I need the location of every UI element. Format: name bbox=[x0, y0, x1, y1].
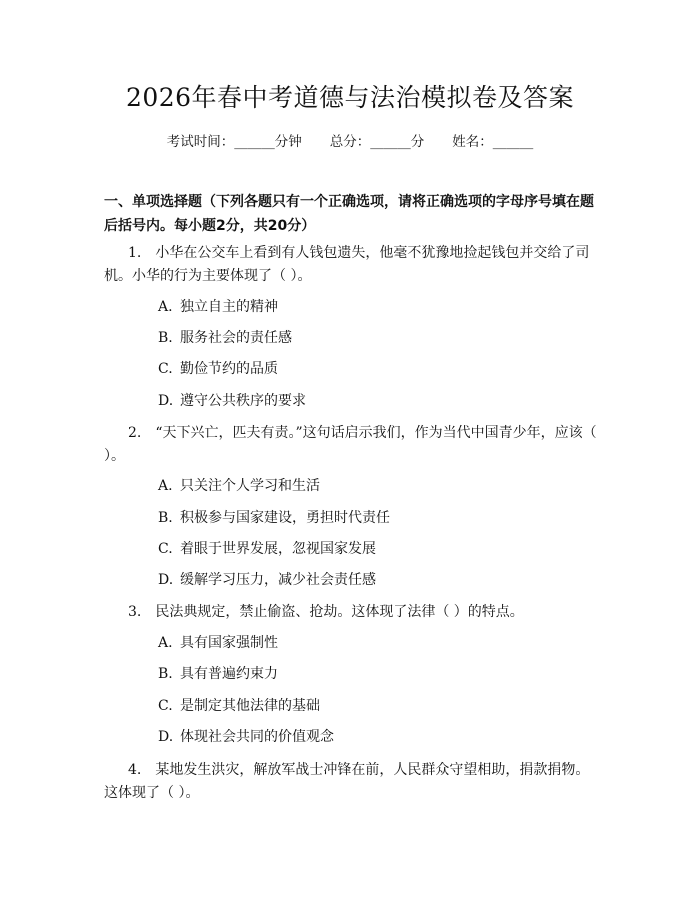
question-3-option-d bbox=[158, 727, 598, 747]
question-3-option-b bbox=[158, 664, 598, 684]
option-letter: B. bbox=[158, 510, 173, 526]
option-text: 着眼于世界发展，忽视国家发展 bbox=[180, 541, 376, 557]
option-letter: C. bbox=[158, 361, 173, 377]
student-name-field: 姓名：______ bbox=[452, 134, 534, 150]
question-2-option-c bbox=[158, 539, 598, 559]
option-text: 缓解学习压力，减少社会责任感 bbox=[180, 572, 376, 588]
question-2-option-d bbox=[158, 570, 598, 590]
question-3-option-a bbox=[158, 633, 598, 653]
option-letter: A. bbox=[158, 478, 173, 494]
question-4: 4. 某地发生洪灾，解放军战士冲锋在前，人民群众守望相助，捐款捐物。这体现了（ ）。 bbox=[104, 762, 590, 801]
option-text: 具有普遍约束力 bbox=[180, 666, 278, 682]
document-title: 2026年春中考道德与法治模拟卷及答案 bbox=[125, 83, 575, 112]
exam-time-field: 考试时间：______分钟 bbox=[166, 134, 302, 150]
question-2-option-b bbox=[158, 508, 598, 528]
option-letter: A. bbox=[158, 299, 173, 315]
question-3: 3. 民法典规定，禁止偷盗、抢劫。这体现了法律（ ）的特点。 bbox=[128, 604, 524, 620]
option-letter: D. bbox=[158, 393, 174, 409]
question-1-option-c bbox=[158, 359, 598, 379]
question-2: 2. “天下兴亡，匹夫有责。”这句话启示我们，作为当代中国青少年，应该（ ）。 bbox=[104, 425, 597, 464]
option-text: 体现社会共同的价值观念 bbox=[180, 729, 334, 745]
question-1-option-b bbox=[158, 328, 598, 348]
option-text: 独立自主的精神 bbox=[180, 299, 278, 315]
option-text: 是制定其他法律的基础 bbox=[180, 698, 320, 714]
option-letter: A. bbox=[158, 635, 173, 651]
option-text: 勤俭节约的品质 bbox=[180, 361, 278, 377]
option-letter: B. bbox=[158, 666, 173, 682]
question-1-option-a bbox=[158, 297, 598, 317]
option-letter: D. bbox=[158, 729, 174, 745]
option-text: 服务社会的责任感 bbox=[180, 330, 292, 346]
exam-meta-line bbox=[0, 132, 700, 152]
option-text: 具有国家强制性 bbox=[180, 635, 278, 651]
question-1-option-d bbox=[158, 391, 598, 411]
question-2-option-a bbox=[158, 476, 598, 496]
option-text: 积极参与国家建设，勇担时代责任 bbox=[180, 510, 390, 526]
option-text: 只关注个人学习和生活 bbox=[180, 478, 320, 494]
total-score-field: 总分：______分 bbox=[329, 134, 425, 150]
question-3-option-c bbox=[158, 696, 598, 716]
option-letter: C. bbox=[158, 541, 173, 557]
option-text: 遵守公共秩序的要求 bbox=[180, 393, 306, 409]
option-letter: C. bbox=[158, 698, 173, 714]
option-letter: D. bbox=[158, 572, 174, 588]
section-heading: 一、单项选择题（下列各题只有一个正确选项，请将正确选项的字母序号填在题后括号内。每小题2分，共20分） bbox=[104, 194, 594, 234]
option-letter: B. bbox=[158, 330, 173, 346]
question-1: 1. 小华在公交车上看到有人钱包遗失，他毫不犹豫地捡起钱包并交给了司机。小华的行为主要体现了（ ）。 bbox=[104, 245, 590, 284]
